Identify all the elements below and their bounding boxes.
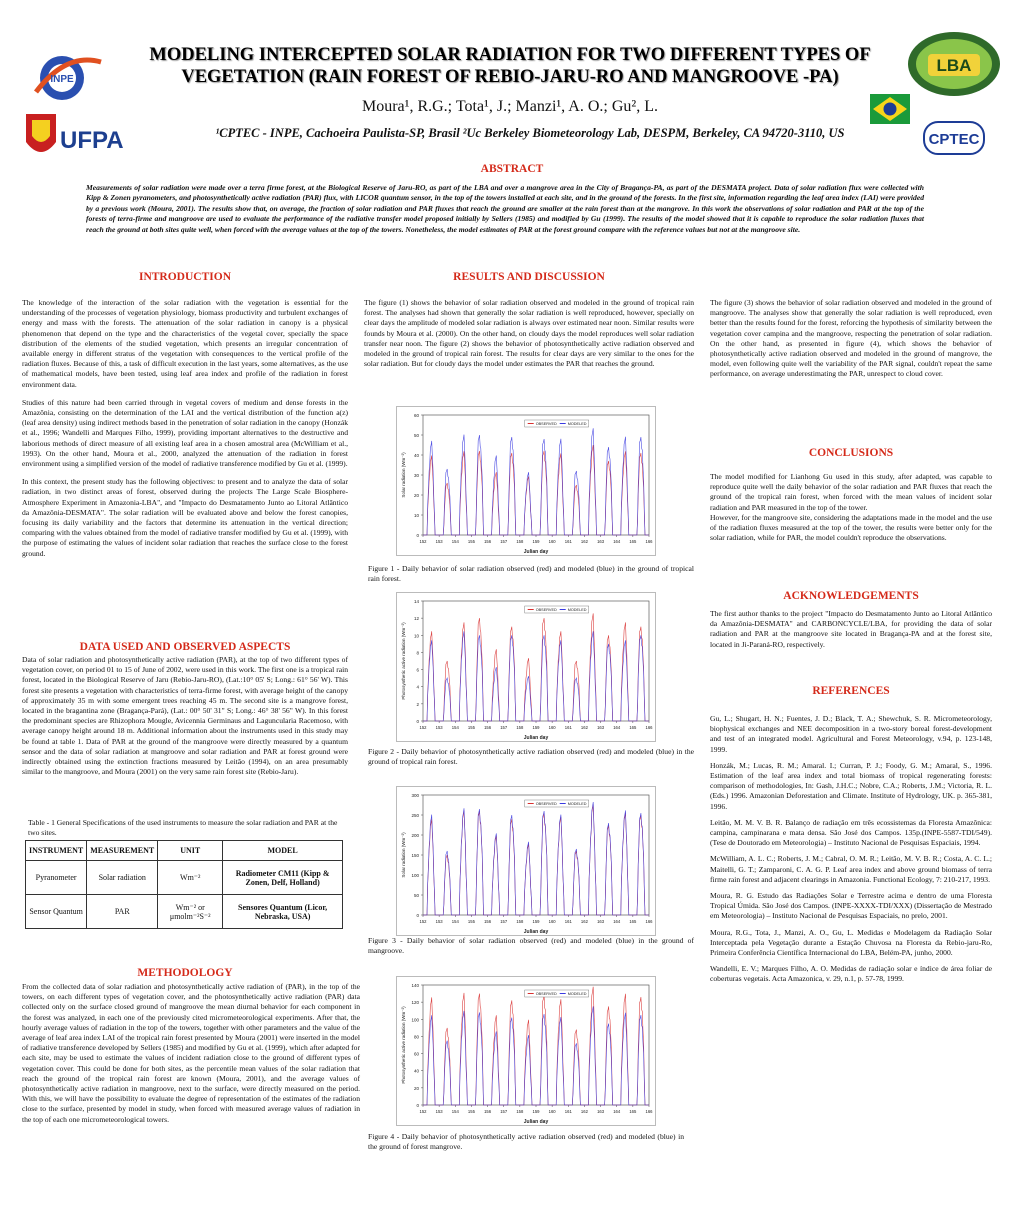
y-tick-label: 14 bbox=[413, 599, 419, 604]
conclusions-paragraph-1: The model modified for Lianhong Gu used in this study, after adapted, was capable to reproduce quite well the daily behavior of the solar radiation and PAR fluxes that reach the ground of the tropical rain forest, when forced with the mean values of incident solar radiation and PAR measured in the top of the tower. bbox=[710, 472, 992, 512]
x-tick-label: 157 bbox=[500, 725, 508, 730]
x-tick-label: 154 bbox=[451, 539, 459, 544]
x-tick-label: 161 bbox=[564, 1109, 572, 1114]
x-tick-label: 162 bbox=[580, 1109, 588, 1114]
legend-label: MODELED bbox=[567, 422, 587, 426]
y-tick-label: 150 bbox=[411, 853, 419, 858]
x-tick-label: 160 bbox=[548, 539, 556, 544]
data-used-heading: DATA USED AND OBSERVED ASPECTS bbox=[79, 641, 291, 653]
x-axis-label: Julian day bbox=[523, 735, 549, 741]
x-tick-label: 161 bbox=[564, 919, 572, 924]
legend-label: MODELED bbox=[567, 992, 587, 996]
x-tick-label: 156 bbox=[484, 919, 492, 924]
x-tick-label: 162 bbox=[580, 919, 588, 924]
x-tick-label: 165 bbox=[629, 1109, 637, 1114]
x-tick-label: 157 bbox=[500, 1109, 508, 1114]
x-tick-label: 156 bbox=[484, 725, 492, 730]
y-tick-label: 140 bbox=[411, 983, 419, 988]
reference-item: McWilliam, A. L. C.; Roberts, J. M.; Cabral, O. M. R.; Leitão, M. V. B. R.; Costa, A. C. L.; Maitelli, G. T.; Zamparoni, C. A. G. P. Leaf area index and above ground biomass of terra firme rain forest and adjacent clearings in Amazonia. Functional Ecology, 7: 210-217, 1993. bbox=[710, 854, 992, 884]
y-axis-label: Photosynthetic active radiation (Wm⁻²) bbox=[401, 1006, 406, 1084]
table-cell: Wm⁻² bbox=[158, 861, 223, 895]
legend-label: MODELED bbox=[567, 802, 587, 806]
affiliations: ¹CPTEC - INPE, Cachoeira Paulista-SP, Brasil ²Uc Berkeley Biometeorology Lab, DESPM, Berkeley, CA 94720-3110, US bbox=[215, 126, 845, 140]
y-tick-label: 100 bbox=[411, 873, 419, 878]
x-tick-label: 166 bbox=[645, 1109, 653, 1114]
y-tick-label: 4 bbox=[416, 684, 419, 690]
figure-4-caption: Figure 4 - Daily behavior of photosynthetically active radiation observed (red) and modeled (blue) in the ground of forest mangrove. bbox=[368, 1132, 684, 1151]
x-tick-label: 155 bbox=[467, 539, 475, 544]
x-tick-label: 155 bbox=[467, 1109, 475, 1114]
y-tick-label: 2 bbox=[416, 701, 419, 707]
y-tick-label: 60 bbox=[413, 413, 419, 418]
x-tick-label: 152 bbox=[419, 539, 427, 544]
table-cell: Solar radiation bbox=[87, 861, 158, 895]
y-tick-label: 10 bbox=[413, 513, 419, 518]
abstract-heading: ABSTRACT bbox=[480, 163, 544, 175]
reference-item: Honzák, M.; Lucas, R. M.; Amaral. I.; Curran, P. J.; Foody, G. M.; Amaral, S., 1996. Estimation of the leaf area index and total biomass of tropical regenerating forests: comparison of methodologies, In: Gash, J.H.C.; Nobre, C.A.; Roberts, J.M.; Victoria, R. L.(Eds.) 1996. Amazonian Deforestation and Climate. Institute of Hydrology, UK. p. 365-381, 1996. bbox=[710, 760, 992, 811]
x-tick-label: 163 bbox=[597, 919, 605, 924]
figure-4-chart bbox=[397, 977, 657, 1127]
references-list bbox=[710, 714, 992, 991]
table-cell: Sensores Quantum (Licor, Nebraska, USA) bbox=[223, 895, 343, 929]
figure-4 bbox=[396, 976, 656, 1126]
y-tick-label: 60 bbox=[413, 1051, 419, 1057]
reference-item: Moura, R. G. Estudo das Radiações Solar e Terrestre acima e dentro de uma Floresta Tropical Úmida. São José dos Campos. (INPE-XXXX-TDI/XXX) (Dissertação de Mestrado em Meteorologia) – Instituto Nacional de Pesquisas Espaciais, no prelo, 2001. bbox=[710, 891, 992, 921]
figure-2-caption: Figure 2 - Daily behavior of photosynthetically active radiation observed (red) and modeled (blue) in the ground of tropical rain forest. bbox=[368, 747, 694, 766]
x-tick-label: 155 bbox=[467, 919, 475, 924]
x-tick-label: 165 bbox=[629, 919, 637, 924]
x-tick-label: 158 bbox=[516, 725, 524, 730]
figure-2-chart bbox=[397, 593, 657, 743]
table-cell: Pyranometer bbox=[26, 861, 87, 895]
table-header: MEASUREMENT bbox=[87, 841, 158, 861]
introduction-paragraph-1: The knowledge of the interaction of the solar radiation with the vegetation is essential for the understanding of the processes of vegetation physiology, biomass productivity and turbulent exchanges of energy and mass with the forests. The attenuation of the solar radiation in canopy is a physical phenomenon that depend on the type and the characteristics of the vegetal cover, specially the space distribution of the elements of the studied vegetation, which presents an irregular concentration of available energy in different stratus of the vegetation with consequences to the vertical profile of the radiation fluxes. Because of this, a task of difficult execution in the last years, some alternatives, as the use of mathematical models, have been tested, using leaf area index and profile of the radiation in forest environment data. bbox=[22, 298, 348, 389]
x-tick-label: 152 bbox=[419, 1109, 427, 1114]
conclusions-paragraph-2: However, for the mangroove site, considering the adaptations made in the model and the use of the radiation fluxes measured at the top of the tower, the results were better only for the solar radiation, while for PAR, the model couldn't reproduce the observations. bbox=[710, 512, 992, 543]
x-tick-label: 160 bbox=[548, 1109, 556, 1114]
y-tick-label: 0 bbox=[416, 719, 419, 724]
reference-item: Wandelli, E. V.; Marques Filho, A. O. Medidas de radiação solar e índice de área foliar de coberturas vegetais. Acta Amazonica, v. 29, n.1, p. 57-78, 1999. bbox=[710, 964, 992, 984]
x-tick-label: 153 bbox=[435, 919, 443, 924]
introduction-body bbox=[22, 298, 348, 567]
y-tick-label: 120 bbox=[411, 1000, 419, 1006]
figure-3-caption: Figure 3 - Daily behavior of solar radiation observed (red) and modeled (blue) in the ground of mangroove. bbox=[368, 936, 694, 955]
cptec-logo-text: CPTEC bbox=[928, 131, 980, 148]
y-tick-label: 40 bbox=[413, 1068, 419, 1074]
y-tick-label: 0 bbox=[416, 913, 419, 918]
x-tick-label: 156 bbox=[484, 539, 492, 544]
y-tick-label: 12 bbox=[413, 616, 419, 622]
methodology-heading: METHODOLOGY bbox=[137, 967, 233, 979]
x-tick-label: 166 bbox=[645, 919, 653, 924]
x-tick-label: 154 bbox=[451, 725, 459, 730]
ufpa-logo-text: UFPA bbox=[60, 127, 124, 154]
poster-title: MODELING INTERCEPTED SOLAR RADIATION FOR TWO DIFFERENT TYPES OF VEGETATION (RAIN FOREST OF REBIO-JARU-RO AND MANGROOVE -PA) bbox=[149, 45, 871, 87]
cptec-logo bbox=[922, 120, 986, 156]
x-tick-label: 157 bbox=[500, 539, 508, 544]
x-tick-label: 164 bbox=[613, 725, 621, 730]
table-row bbox=[26, 861, 343, 895]
reference-item: Moura, R.G., Tota, J., Manzi, A. O., Gu, L. Medidas e Modelagem da Radiação Solar Interceptada pela Vegetação durante a Estação Chuvosa na Floresta da Rebio-jaru-Ro, Primeira Conferência Científica Internacional do LBA, Belém-PA, junho, 2000. bbox=[710, 927, 992, 958]
table-cell: Wm⁻² or μmolm⁻²S⁻² bbox=[158, 895, 223, 929]
legend-label: OBSERVED bbox=[535, 802, 557, 806]
x-tick-label: 166 bbox=[645, 725, 653, 730]
acknowledgements-heading: ACKNOWLEDGEMENTS bbox=[783, 590, 919, 602]
y-tick-label: 300 bbox=[411, 793, 419, 798]
brazil-flag-icon bbox=[870, 94, 910, 124]
table-header: MODEL bbox=[223, 841, 343, 861]
authors: Moura¹, R.G.; Tota¹, J.; Manzi¹, A. O.; Gu², L. bbox=[362, 98, 658, 115]
x-tick-label: 162 bbox=[580, 725, 588, 730]
y-tick-label: 200 bbox=[411, 833, 419, 838]
figure-1-chart bbox=[397, 407, 657, 557]
introduction-heading: INTRODUCTION bbox=[138, 271, 231, 283]
x-tick-label: 155 bbox=[467, 725, 475, 730]
y-tick-label: 50 bbox=[413, 433, 419, 438]
x-tick-label: 156 bbox=[484, 1109, 492, 1114]
y-tick-label: 6 bbox=[416, 667, 419, 673]
x-tick-label: 160 bbox=[548, 919, 556, 924]
x-tick-label: 162 bbox=[580, 539, 588, 544]
results-heading: RESULTS AND DISCUSSION bbox=[453, 271, 605, 283]
legend-label: OBSERVED bbox=[535, 992, 557, 996]
figure-3 bbox=[396, 786, 656, 936]
y-tick-label: 50 bbox=[413, 893, 419, 898]
table-header: INSTRUMENT bbox=[26, 841, 87, 861]
x-tick-label: 158 bbox=[516, 539, 524, 544]
figure-1 bbox=[396, 406, 656, 556]
table-cell: PAR bbox=[87, 895, 158, 929]
figure-1-caption: Figure 1 - Daily behavior of solar radiation observed (red) and modeled (blue) in the ground of tropical rain forest. bbox=[368, 564, 694, 583]
x-axis-label: Julian day bbox=[523, 549, 549, 555]
y-tick-label: 30 bbox=[413, 473, 419, 478]
x-tick-label: 153 bbox=[435, 725, 443, 730]
lba-logo bbox=[904, 28, 1004, 100]
table-cell: Sensor Quantum bbox=[26, 895, 87, 929]
y-axis-label: Photosynthetic active radiation (Wm⁻²) bbox=[401, 622, 406, 700]
plot-area bbox=[423, 601, 649, 721]
x-tick-label: 164 bbox=[613, 539, 621, 544]
y-tick-label: 0 bbox=[416, 1103, 419, 1108]
x-tick-label: 165 bbox=[629, 725, 637, 730]
acknowledgements-body: The first author thanks to the project "Impacto do Desmatamento Junto ao Litoral Atlântico da Amazônia-DESMATA" and CARBONCYCLE/LBA, for providing the data of solar radiation and PAR at the mangroove site located in Bragança-PA and at the forest site, located in Ji-Paraná-RO, respectively. bbox=[710, 609, 992, 649]
y-tick-label: 100 bbox=[411, 1017, 419, 1023]
x-tick-label: 152 bbox=[419, 919, 427, 924]
legend-label: OBSERVED bbox=[535, 608, 557, 612]
x-tick-label: 159 bbox=[532, 539, 540, 544]
x-tick-label: 161 bbox=[564, 725, 572, 730]
conclusions-heading: CONCLUSIONS bbox=[808, 447, 894, 459]
x-tick-label: 153 bbox=[435, 539, 443, 544]
instruments-table bbox=[25, 840, 343, 929]
x-tick-label: 158 bbox=[516, 919, 524, 924]
x-tick-label: 163 bbox=[597, 539, 605, 544]
x-tick-label: 153 bbox=[435, 1109, 443, 1114]
x-tick-label: 164 bbox=[613, 919, 621, 924]
abstract-text: Measurements of solar radiation were made over a terra firme forest, at the Biological Reserve of Jaru-RO, as part of the LBA and over a mangrove area in the City of Bragança-PA, as part of the DESMATA project. Data of solar radiation flux were collected with Kipp & Zonen pyranometers, and photosynthetically active radiation (PAR) flux, with LICOR quantum sensor, in the top of the towers installed at each site, and in the ground of the forests. In the first site, information regarding the leaf area index (LAI) were provided by a previous work (Moura, 2001). The results show that, on average, the fraction of solar radiation and PAR fluxes that reach the ground are smaller at the rain forest than at the mangrove. In this work the observations of solar radiation and PAR at the top of the forests of terra-firme and mangroove are used to evaluate the performance of the radiative transfer model proposed initially by Sellers (1985) and modified by Gu (1999). The results of the model showed that it is capable to reproduce the solar radiation fluxes that reach the ground at both sites quite well, when forced with the average values at the top of the towers. Nonetheless, the model estimates of PAR at the forest ground compare with the reference values but not at the mangroove site. bbox=[86, 183, 924, 234]
table-row bbox=[26, 895, 343, 929]
table-caption: Table - 1 General Specifications of the used instruments to measure the solar radiation and PAR at the two sites. bbox=[28, 818, 338, 838]
inpe-logo bbox=[26, 42, 106, 112]
x-tick-label: 159 bbox=[532, 725, 540, 730]
x-tick-label: 154 bbox=[451, 1109, 459, 1114]
data-used-body: Data of solar radiation and photosynthetically active radiation (PAR), at the top of two different types of vegetation cover, on period 01 to 15 of June of 2002, were used in this work. The first one is a tropical rain forest, located in the Biological Reserve of Jaru (Rebio-Jaru-RO), (Lat.:10° 05' S; Long.: 61° 56' W). This forest site presents a vegetation with characteristics of terra-firme forest, with average height of the canopy of approximately 35 m with some emergent trees reaching 45 m. The second site is a mangrove forest, located in the bragantina zone (Bragança-Pará), (Lat.: 00° 50' 31" S; Long.: 46° 38' 56" W). In this forest the predominant species are Rhizophora Mougle, Avicennia Germinaus and Laguncularia Racemoso, with average canopy height around 18 m. Additional information about the instruments used in this study may be found at table 1. Data of PAR at the ground of the mangroove were directly measured by a quantum sensor and the data of solar radiation at mangroove and solar radiation and PAR at forest ground were indirectly obtained using the extinction fractions measured by Leitão (1994), on an area presumably similar to the mangroove, and Moura (2001) on the very same rain forest site (Rebio-Jaru). bbox=[22, 655, 348, 777]
y-tick-label: 10 bbox=[413, 633, 419, 639]
x-tick-label: 159 bbox=[532, 919, 540, 924]
x-tick-label: 166 bbox=[645, 539, 653, 544]
y-tick-label: 20 bbox=[413, 493, 419, 498]
x-tick-label: 165 bbox=[629, 539, 637, 544]
y-axis-label: Solar radiation (Wm⁻²) bbox=[401, 832, 406, 878]
table-header: UNIT bbox=[158, 841, 223, 861]
x-tick-label: 154 bbox=[451, 919, 459, 924]
x-tick-label: 163 bbox=[597, 725, 605, 730]
y-tick-label: 250 bbox=[411, 813, 419, 818]
introduction-paragraph-2: Studies of this nature had been carried through in vegetal covers of medium and dense forests in the Amazônia, consisting on the determination of the LAI and the vertical distribution of the function a(z) (leaf area density) using indirect methods based in the penetration of solar radiation in the canopy (Honzák et al., 1996; Wandelli and Marques Filho, 1999), providing important alternatives to the destructive and laborious methods of direct measure of all existing leaf area in a chosen amostral area (McWilliam et al., 1993). On the other hand, Moura et al., 2000, analyzed the attenuation of the radiation in forest environment using a simplified version of the model of radiative transference modified by Gu et al. (1999). bbox=[22, 397, 348, 469]
x-tick-label: 159 bbox=[532, 1109, 540, 1114]
plot-area bbox=[423, 415, 649, 535]
x-tick-label: 158 bbox=[516, 1109, 524, 1114]
y-tick-label: 8 bbox=[416, 650, 419, 656]
figure-3-chart bbox=[397, 787, 657, 937]
x-tick-label: 161 bbox=[564, 539, 572, 544]
x-axis-label: Julian day bbox=[523, 1119, 549, 1125]
plot-area bbox=[423, 795, 649, 915]
introduction-paragraph-3: In this context, the present study has the following objectives: to present and to analyze the data of solar radiation, in two distinct areas of forest, observed during the projects The Large Scale Biosphere-Atmosphere Experiment in Amazonia-LBA", and "Impacto do Desmatamento Junto ao Litoral Atlântico da Amazônia-DESMATA". The solar radiation will be evaluated above and below the forest canopies, focusing its daily variability and the factors that determine its attenuation in the vertical direction; comparing with the values obtained from the model of radiative transfer modified by Gu et al. (1999), with the purpose of estimating the values of incident solar radiation that reaches the surface close to the forest ground. bbox=[22, 477, 348, 558]
references-heading: REFERENCES bbox=[812, 685, 890, 697]
legend-label: MODELED bbox=[567, 608, 587, 612]
x-tick-label: 152 bbox=[419, 725, 427, 730]
y-tick-label: 20 bbox=[413, 1085, 419, 1091]
conclusions-body bbox=[710, 472, 992, 551]
figure-2 bbox=[396, 592, 656, 742]
x-tick-label: 164 bbox=[613, 1109, 621, 1114]
y-tick-label: 80 bbox=[413, 1034, 419, 1040]
y-tick-label: 40 bbox=[413, 453, 419, 458]
inpe-logo-text: INPE bbox=[50, 74, 74, 85]
table-cell: Radiometer CM11 (Kipp & Zonen, Delf, Holland) bbox=[223, 861, 343, 895]
reference-item: Gu, L.; Shugart, H. N.; Fuentes, J. D.; Black, T. A.; Shewchuk, S. R. Micrometeorology, biophysical exchanges and NEE decomposition in a two-story boreal forest-development and test of an integrated model. Agricultural and Forest Meteorology, v.94, p. 123-148, 1999. bbox=[710, 714, 992, 754]
y-axis-label: Solar radiation (Wm⁻²) bbox=[401, 452, 406, 498]
lba-logo-text: LBA bbox=[936, 56, 972, 75]
x-tick-label: 160 bbox=[548, 725, 556, 730]
plot-area bbox=[423, 985, 649, 1105]
methodology-body: From the collected data of solar radiation and photosynthetically active radiation of (PAR), in the top of the towers, on each different types of vegetation cover, and the photosynthetically active radiation (PAR) data collected only on the surface closed ground of mangroove the mean diurnal behavior for each component in the forest was analyzed, in each one of the previously cited micrometeorological experiments. After that, the hourly average values of radiation in the top of the towers, together with other parameters and the value of the average of leaf area index LAI of the tropical rain forest presented by Moura (2001) were inserted in the model of radiative transference developed by Sellers (1985) and modified by Gu et al. (1999), which after adapted for each site, may be used to estimate the values of incident radiation close to the ground of different types of vegetation cover. This could be done for both sites, as the percentile mean values of the solar radiation that reach the ground of the tropical rain forest are known (Moura, 2001), and the average values of photosynthetically active radiation in mangroove, next to the surface, were directly measured on the period. With this, we will have the possibility to evaluate the degree of representation of the estimates of the radiation close to the surface, presented by model in study, when forced with measured average values of radiation in the top of each one micrometeorological towers. bbox=[22, 982, 360, 1124]
y-tick-label: 0 bbox=[416, 533, 419, 538]
instruments-table-wrapper bbox=[25, 840, 343, 929]
results-paragraph-2: The figure (3) shows the behavior of solar radiation observed and modeled in the ground of mangroove. The analyses show that generally the solar radiation is well reproduced, even better than the results found for the forest, reforcing the hypothesis of similarity between the vegetation cover campina and the mangroove, respecting the penetration of solar radiation. On the other hand, as presented in figure (4), which shows the behavior of photosynthetically active radiation observed and modeled in the ground of mangrove, the model, even following quite well the variability of the PAR signal, couldn't repeat the same performance, on average underestimating the PAR, unrespect to cloud cover. bbox=[710, 298, 992, 379]
legend-label: OBSERVED bbox=[535, 422, 557, 426]
x-tick-label: 157 bbox=[500, 919, 508, 924]
x-tick-label: 163 bbox=[597, 1109, 605, 1114]
results-paragraph-1: The figure (1) shows the behavior of solar radiation observed and modeled in the ground of tropical rain forest. The analyses had shown that generally the solar radiation is well reproduced, however, specially on clear days the amplitude of modeled solar radiation is always over estimated near noon. Similar results were founds by Moura et al. (2000). On the other hand, on cloudy days the model reproduces well solar radiation transfer near noon. The figure (2) shows the behavior of photosynthetically active radiation observed and modeled in the ground of tropical rain forest. The results for clear days are very similar to the ones for the solar radiation. But for cloudy days the model under estimates the PAR that reaches the ground. bbox=[364, 298, 694, 369]
reference-item: Leitão, M. M. V. B. R. Balanço de radiação em três ecossistemas da Floresta Amazônica: campina, campinarana e mata densa. São José dos Campos. 135p.(INPE-5587-TDI/549). (Tese de Doutorado em Meteorologia) – Instituto Nacional de Pesquisas Espaciais, 1994. bbox=[710, 817, 992, 848]
x-axis-label: Julian day bbox=[523, 929, 549, 935]
